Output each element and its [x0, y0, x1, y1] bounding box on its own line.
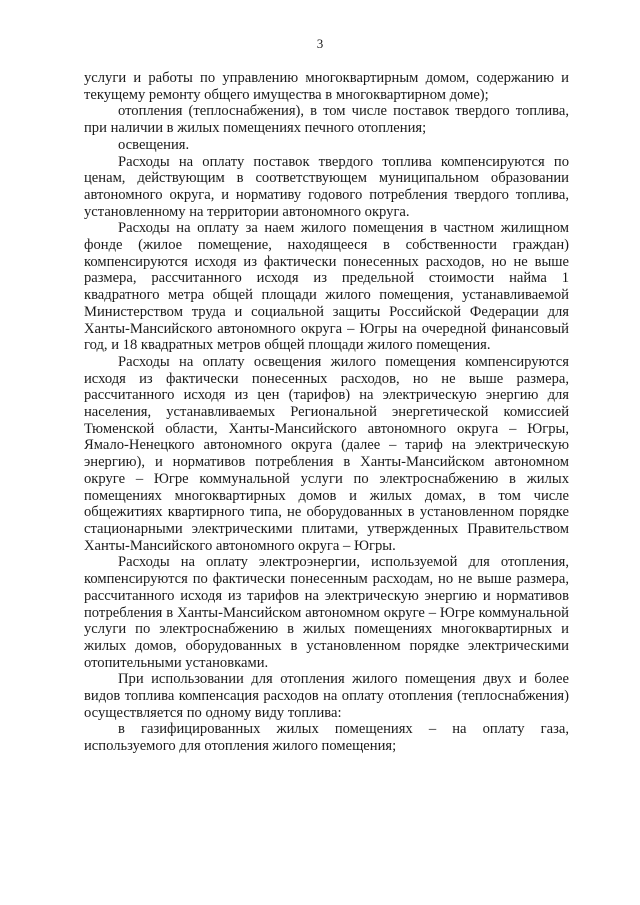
body-text: [84, 70, 569, 755]
paragraph-8: При использовании для отопления жилого помещения двух и более видов топлива компенсация расходов на оплату отопления (теплоснабжения) осуществляется по одному виду топлива:: [84, 671, 569, 721]
paragraph-9: в газифицированных жилых помещениях – на оплату газа, используемого для отопления жилого помещения;: [84, 721, 569, 755]
paragraph-7: Расходы на оплату электроэнергии, используемой для отопления, компенсируются по фактически понесенным расходам, но не выше размера, рассчитанного исходя из тарифов на электрическую энергию и нормативов потребления в Ханты-Мансийском автономном округе – Югре коммунальной услуги по электроснабжению в жилых помещениях многоквартирных и жилых домов, оборудованных в установленном порядке электрическими отопительными установками.: [84, 554, 569, 671]
paragraph-3: освещения.: [118, 136, 190, 153]
paragraph-1: услуги и работы по управлению многоквартирным домом, содержанию и текущему ремонту общего имущества в многоквартирном доме);: [84, 70, 569, 103]
paragraph-5: Расходы на оплату за наем жилого помещения в частном жилищном фонде (жилое помещение, находящееся в собственности граждан) компенсируются исходя из фактически понесенных расходов, но не выше размера, рассчитанного исходя из предельной стоимости найма 1 квадратного метра общей площади жилого помещения, устанавливаемой Министерством труда и социальной защиты Российской Федерации для Ханты-Мансийского автономного округа – Югры на очередной финансовый год, и 18 квадратных метров общей площади жилого помещения.: [84, 220, 569, 354]
paragraph-4: Расходы на оплату поставок твердого топлива компенсируются по ценам, действующим в соответствующем муниципальном образовании автономного округа, и нормативу годового потребления твердого топлива, установленному на территории автономного округа.: [84, 153, 569, 220]
page-number: 3: [316, 36, 324, 51]
paragraph-2: отопления (теплоснабжения), в том числе поставок твердого топлива, при наличии в жилых помещениях печного отопления;: [84, 103, 569, 137]
paragraph-6: Расходы на оплату освещения жилого помещения компенсируются исходя из фактически понесенных расходов, но не выше размера, рассчитанного исходя из цен (тарифов) на электрическую энергию для населения, устанавливаемых Региональной энергетической комиссией Тюменской области, Ханты-Мансийского автономного округа – Югры, Ямало-Ненецкого автономного округа (далее – тариф на электрическую энергию), и нормативов потребления в Ханты-Мансийском автономном округе – Югре коммунальной услуги по электроснабжению в жилых помещениях многоквартирных домов и жилых домах, в том числе общежитиях квартирного типа, не оборудованных в установленном порядке стационарными электрическими плитами, утвержденных Правительством Ханты-Мансийского автономного округа – Югры.: [84, 353, 569, 554]
